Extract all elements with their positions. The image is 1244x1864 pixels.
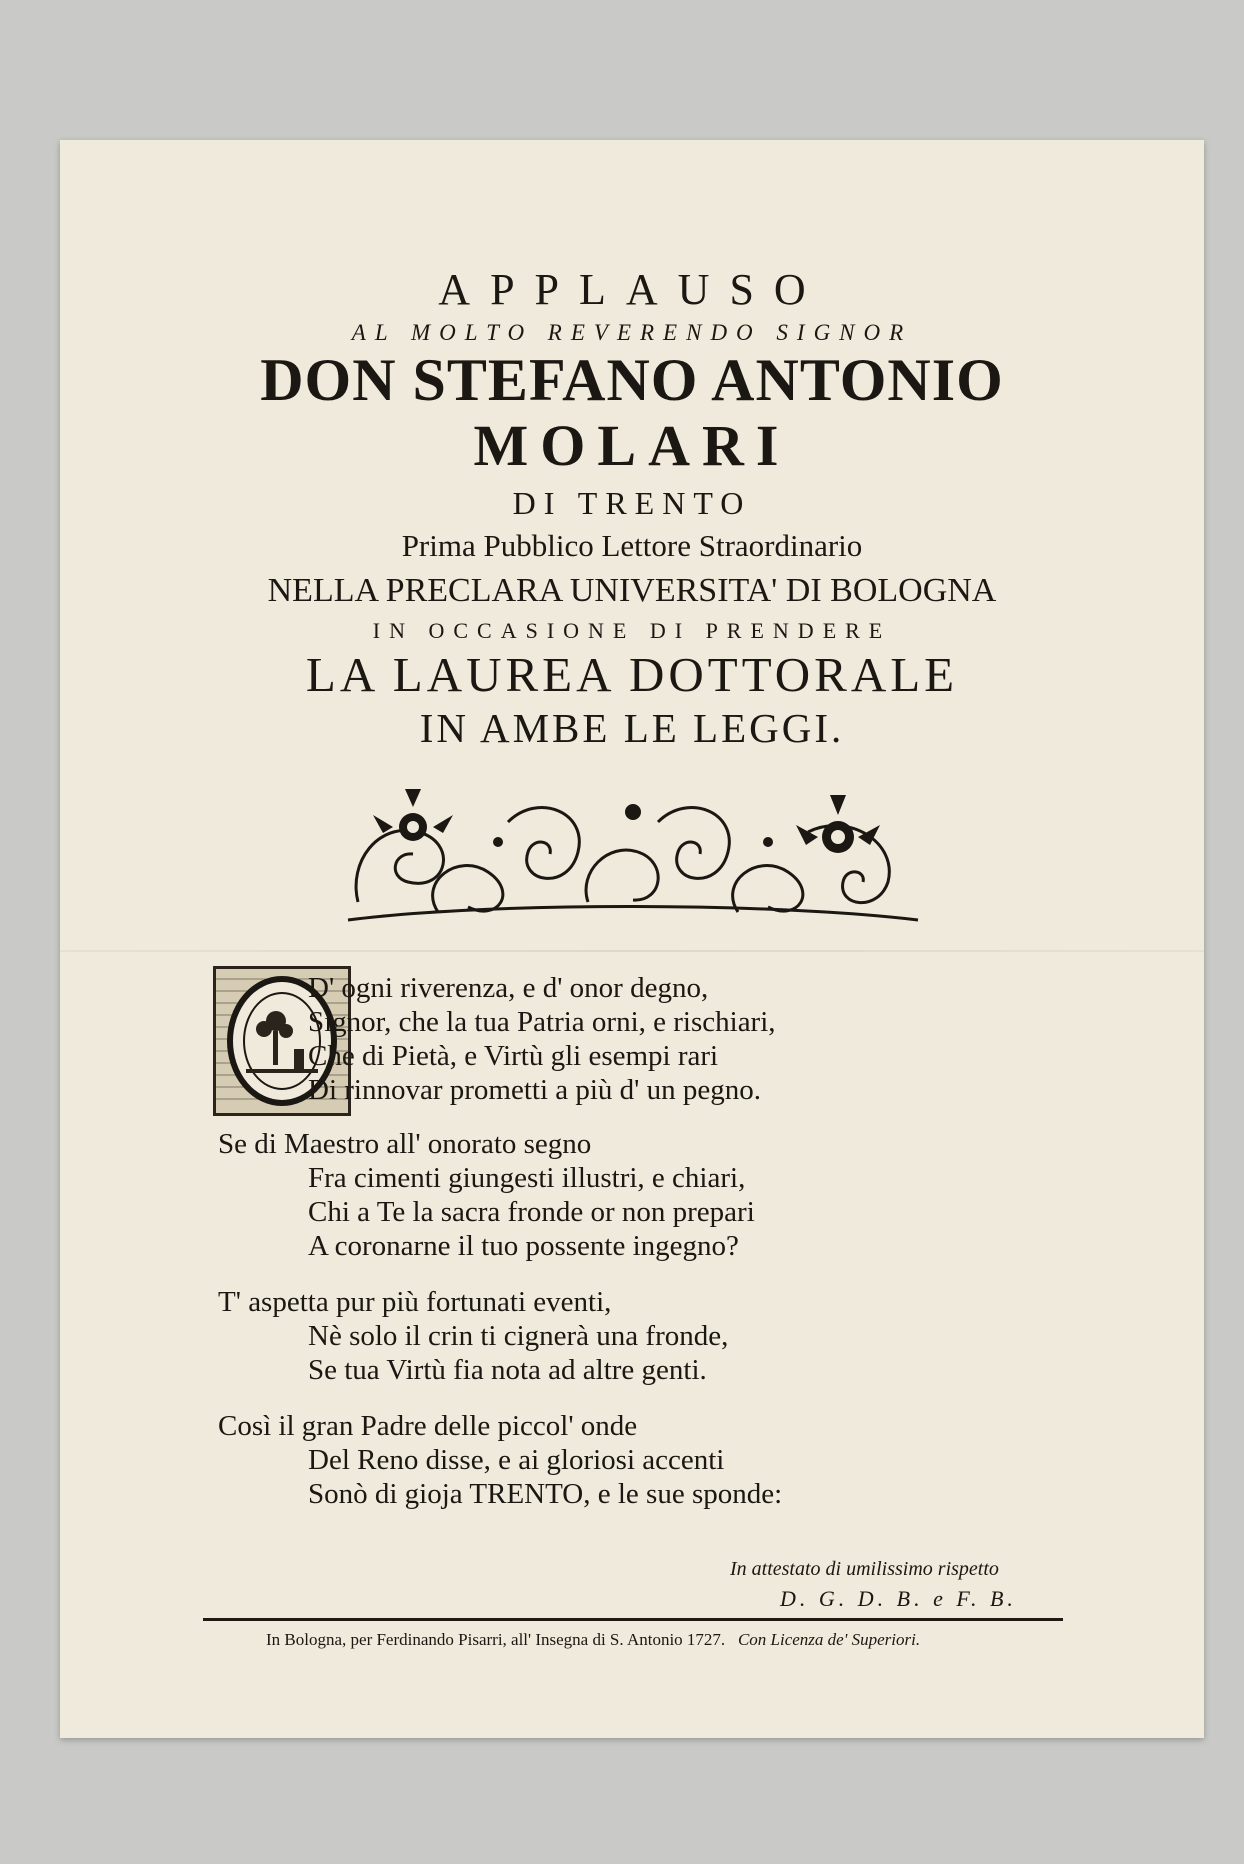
verse-line: Chi a Te la sacra fronde or non prepari	[308, 1196, 755, 1228]
paper-fold	[60, 950, 1204, 952]
title-surname: MOLARI	[473, 413, 791, 478]
divider-rule	[203, 1618, 1063, 1621]
printer-imprint	[266, 1630, 920, 1650]
verse-line: Se tua Virtù fia nota ad altre genti.	[308, 1354, 707, 1386]
title-origin: DI TRENTO	[512, 485, 752, 521]
verse-line: Di rinnovar prometti a più d' un pegno.	[308, 1074, 762, 1106]
verse-line: D' ogni riverenza, e d' onor degno,	[308, 972, 709, 1004]
imprint-main: In Bologna, per Ferdinando Pisarri, all' Insegna di S. Antonio 1727.	[266, 1630, 726, 1649]
broadsheet	[60, 140, 1204, 1738]
title-occasion: IN OCCASIONE DI PRENDERE	[372, 618, 892, 643]
verse-line: Signor, che la tua Patria orni, e rischiari,	[308, 1006, 776, 1038]
floral-scroll-ornament-icon	[338, 782, 928, 930]
title-office: Prima Pubblico Lettore Straordinario	[401, 528, 863, 563]
verse-line: Nè solo il crin ti cignerà una fronde,	[308, 1320, 729, 1352]
verse-line: T' aspetta pur più fortunati eventi,	[218, 1286, 612, 1318]
title-degree: LA LAUREA DOTTORALE	[305, 647, 959, 702]
verse-line: A coronarne il tuo possente ingegno?	[308, 1230, 739, 1262]
verse-line: Sonò di gioja TRENTO, e le sue sponde:	[308, 1478, 783, 1510]
dedication-initials: D. G. D. B. e F. B.	[780, 1586, 1017, 1611]
dedication-line: In attestato di umilissimo rispetto	[730, 1558, 999, 1580]
subtitle-addressee: AL MOLTO REVERENDO SIGNOR	[351, 320, 913, 345]
verse-line: Fra cimenti giungesti illustri, e chiari,	[308, 1162, 746, 1194]
title-university: NELLA PRECLARA UNIVERSITA' DI BOLOGNA	[267, 572, 997, 609]
verse-line: Del Reno disse, e ai gloriosi accenti	[308, 1444, 725, 1476]
verse-line: Se di Maestro all' onorato segno	[218, 1128, 592, 1160]
title-name: DON STEFANO ANTONIO	[260, 347, 1004, 413]
verse-line: Che di Pietà, e Virtù gli esempi rari	[308, 1040, 719, 1072]
imprint-licence: Con Licenza de' Superiori.	[737, 1630, 921, 1649]
title-applauso: APPLAUSO	[438, 265, 826, 314]
title-laws: IN AMBE LE LEGGI.	[419, 705, 845, 751]
verse-line: Così il gran Padre delle piccol' onde	[218, 1410, 638, 1442]
